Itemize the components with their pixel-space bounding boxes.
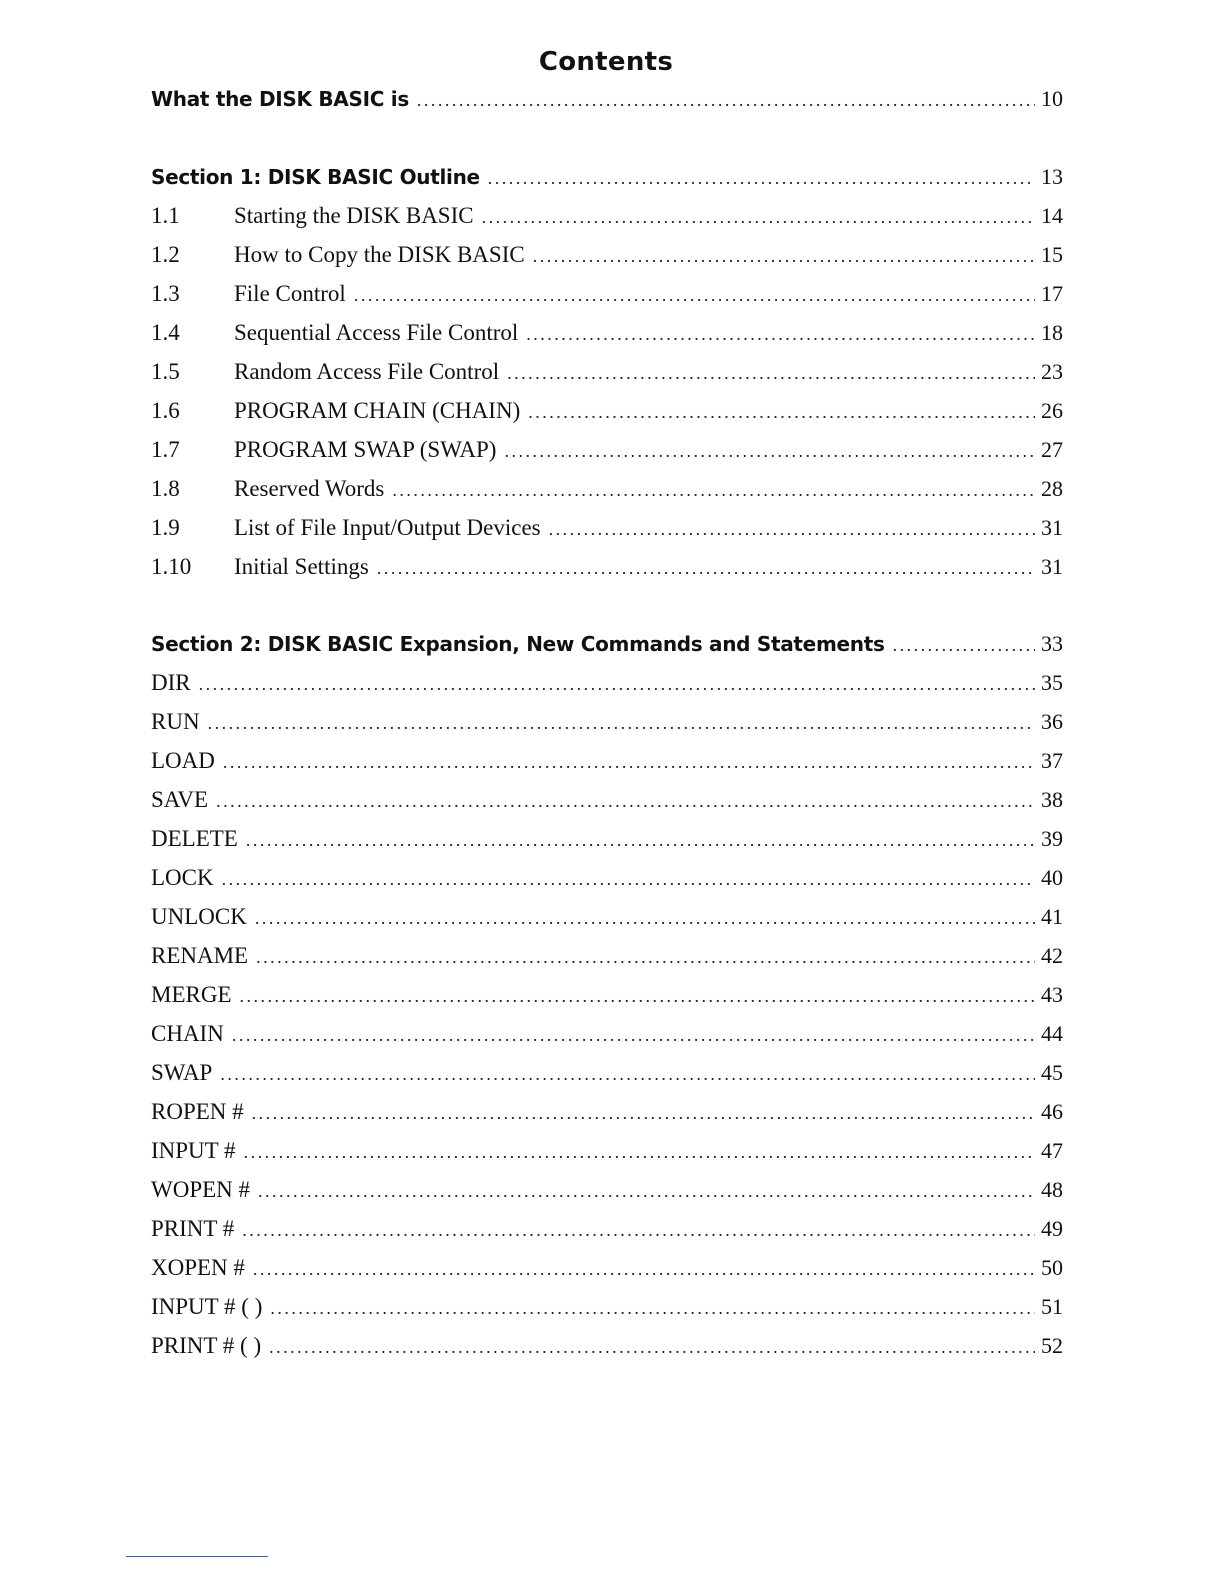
dot-leader	[392, 480, 1035, 501]
toc-entry-label: Initial Settings	[234, 554, 369, 579]
toc-entry[interactable]	[151, 826, 1063, 865]
toc-entry-label: PROGRAM SWAP (SWAP)	[234, 437, 497, 462]
dot-leader	[255, 908, 1035, 929]
toc-entry-label: PRINT # ( )	[151, 1333, 262, 1358]
toc-page-number: 26	[1041, 398, 1063, 423]
toc-entry[interactable]	[151, 242, 1063, 281]
toc-entry-number: 1.1	[151, 203, 180, 228]
dot-leader	[533, 246, 1035, 267]
section-heading-label: Section 2: DISK BASIC Expansion, New Commands and Statements	[151, 632, 885, 656]
toc-page-number: 10	[1041, 86, 1063, 111]
toc-page-number: 48	[1041, 1177, 1063, 1202]
section-2-heading[interactable]	[151, 631, 1063, 670]
toc-entry-label: PRINT #	[151, 1216, 235, 1241]
toc-entry-label: CHAIN	[151, 1021, 224, 1046]
toc-entry[interactable]	[151, 1177, 1063, 1216]
toc-entry-label: List of File Input/Output Devices	[234, 515, 541, 540]
dot-leader	[253, 1259, 1035, 1280]
toc-entry-label: How to Copy the DISK BASIC	[234, 242, 525, 267]
section-2-entries	[151, 670, 1063, 1372]
toc-page-number: 36	[1041, 709, 1063, 734]
page-title: Contents	[538, 47, 674, 77]
toc-entry[interactable]	[151, 437, 1063, 476]
toc-entry-label: SAVE	[151, 787, 209, 812]
dot-leader	[244, 1142, 1035, 1163]
toc-section-1	[151, 164, 1063, 593]
dot-leader	[482, 207, 1035, 228]
toc-entry[interactable]	[151, 1216, 1063, 1255]
toc-entry-label: ROPEN #	[151, 1099, 244, 1124]
toc-entry[interactable]	[151, 1333, 1063, 1372]
toc-entry[interactable]	[151, 1294, 1063, 1333]
toc-page-number: 42	[1041, 943, 1063, 968]
dot-leader	[269, 1337, 1035, 1358]
dot-leader	[216, 791, 1035, 812]
toc-entry[interactable]	[151, 1060, 1063, 1099]
section-1-heading[interactable]	[151, 164, 1063, 203]
toc-entry[interactable]	[151, 476, 1063, 515]
toc-entry-label: Sequential Access File Control	[234, 320, 519, 345]
toc-page-number: 31	[1041, 554, 1063, 579]
dot-leader	[252, 1103, 1035, 1124]
toc-page-number: 43	[1041, 982, 1063, 1007]
toc-page-number: 45	[1041, 1060, 1063, 1085]
section-heading-label: Section 1: DISK BASIC Outline	[151, 165, 480, 189]
toc-page-number: 28	[1041, 476, 1063, 501]
toc-entry[interactable]	[151, 1099, 1063, 1138]
toc-entry[interactable]	[151, 865, 1063, 904]
dot-leader	[220, 1064, 1035, 1085]
toc-entry-label: Starting the DISK BASIC	[234, 203, 474, 228]
toc-entry-label: PROGRAM CHAIN (CHAIN)	[234, 398, 521, 423]
toc-page-number: 13	[1041, 164, 1063, 189]
toc-entry-number: 1.2	[151, 242, 180, 267]
toc-page-number: 39	[1041, 826, 1063, 851]
toc-page-number: 41	[1041, 904, 1063, 929]
section-1-entries	[151, 203, 1063, 593]
toc-entry-label: INPUT # ( )	[151, 1294, 263, 1319]
toc-entry-number: 1.9	[151, 515, 180, 540]
toc-page-number: 38	[1041, 787, 1063, 812]
toc-entry-number: 1.7	[151, 437, 180, 462]
toc-page-number: 44	[1041, 1021, 1063, 1046]
toc-page-number: 52	[1041, 1333, 1063, 1358]
toc-entry-label: RENAME	[151, 943, 249, 968]
toc-entry-label: WOPEN #	[151, 1177, 251, 1202]
toc-entry[interactable]	[151, 943, 1063, 982]
dot-leader	[377, 558, 1035, 579]
dot-leader	[893, 635, 1035, 656]
toc-page-number: 14	[1041, 203, 1063, 228]
toc-entry-intro[interactable]	[151, 86, 1063, 125]
dot-leader	[504, 441, 1035, 462]
toc-entry-label: LOAD	[151, 748, 215, 773]
dot-leader	[258, 1181, 1035, 1202]
toc-page-number: 40	[1041, 865, 1063, 890]
toc-page-number: 15	[1041, 242, 1063, 267]
toc-page-number: 31	[1041, 515, 1063, 540]
dot-leader	[242, 1220, 1035, 1241]
toc-entry-number: 1.5	[151, 359, 180, 384]
toc-entry[interactable]	[151, 1138, 1063, 1177]
toc-page-number: 23	[1041, 359, 1063, 384]
dot-leader	[246, 830, 1035, 851]
toc-page-number: 51	[1041, 1294, 1063, 1319]
toc-entry[interactable]	[151, 203, 1063, 242]
toc-entry-label: DELETE	[151, 826, 238, 851]
dot-leader	[526, 324, 1035, 345]
toc-entry[interactable]	[151, 554, 1063, 593]
dot-leader	[232, 1025, 1035, 1046]
toc-entry-label: SWAP	[151, 1060, 213, 1085]
dot-leader	[549, 519, 1035, 540]
toc-entry-label: Random Access File Control	[234, 359, 500, 384]
toc-entry-label: What the DISK BASIC is	[151, 87, 409, 111]
toc-entry[interactable]	[151, 359, 1063, 398]
toc-entry-label: XOPEN #	[151, 1255, 245, 1280]
toc-entry-label: RUN	[151, 709, 200, 734]
toc-page-number: 17	[1041, 281, 1063, 306]
dot-leader	[488, 168, 1035, 189]
toc-entry-label: UNLOCK	[151, 904, 247, 929]
toc-page-number: 37	[1041, 748, 1063, 773]
toc-entry-label: Reserved Words	[234, 476, 385, 501]
dot-leader	[270, 1298, 1035, 1319]
toc-page-number: 46	[1041, 1099, 1063, 1124]
toc-page-number: 18	[1041, 320, 1063, 345]
toc-entry-label: LOCK	[151, 865, 214, 890]
toc-page-number: 49	[1041, 1216, 1063, 1241]
toc-entry[interactable]	[151, 904, 1063, 943]
toc-page-number: 47	[1041, 1138, 1063, 1163]
toc-entry[interactable]	[151, 709, 1063, 748]
dot-leader	[417, 90, 1035, 111]
toc-entry[interactable]	[151, 1255, 1063, 1294]
toc-intro	[151, 86, 1063, 125]
toc-entry-label: File Control	[234, 281, 346, 306]
dot-leader	[208, 713, 1035, 734]
toc-entry[interactable]	[151, 1021, 1063, 1060]
footnote-rule	[126, 1556, 268, 1557]
dot-leader	[354, 285, 1035, 306]
toc-entry[interactable]	[151, 787, 1063, 826]
toc-entry[interactable]	[151, 398, 1063, 437]
toc-page-number: 33	[1041, 631, 1063, 656]
toc-entry[interactable]	[151, 515, 1063, 554]
toc-entry[interactable]	[151, 670, 1063, 709]
toc-entry[interactable]	[151, 748, 1063, 787]
toc-entry-label: DIR	[151, 670, 191, 695]
dot-leader	[507, 363, 1035, 384]
toc-entry-label: INPUT #	[151, 1138, 236, 1163]
toc-entry[interactable]	[151, 281, 1063, 320]
toc-page-number: 50	[1041, 1255, 1063, 1280]
toc-entry-number: 1.8	[151, 476, 180, 501]
toc-entry-number: 1.6	[151, 398, 180, 423]
toc-entry[interactable]	[151, 982, 1063, 1021]
dot-leader	[240, 986, 1036, 1007]
dot-leader	[222, 869, 1035, 890]
dot-leader	[256, 947, 1035, 968]
toc-entry-label: MERGE	[151, 982, 232, 1007]
toc-section-2	[151, 631, 1063, 1372]
dot-leader	[528, 402, 1035, 423]
toc-entry-number: 1.3	[151, 281, 180, 306]
toc-entry[interactable]	[151, 320, 1063, 359]
dot-leader	[223, 752, 1035, 773]
dot-leader	[199, 674, 1035, 695]
toc-entry-number: 1.4	[151, 320, 180, 345]
toc-page-number: 35	[1041, 670, 1063, 695]
toc-entry-number: 1.10	[151, 554, 192, 579]
toc-page-number: 27	[1041, 437, 1063, 462]
